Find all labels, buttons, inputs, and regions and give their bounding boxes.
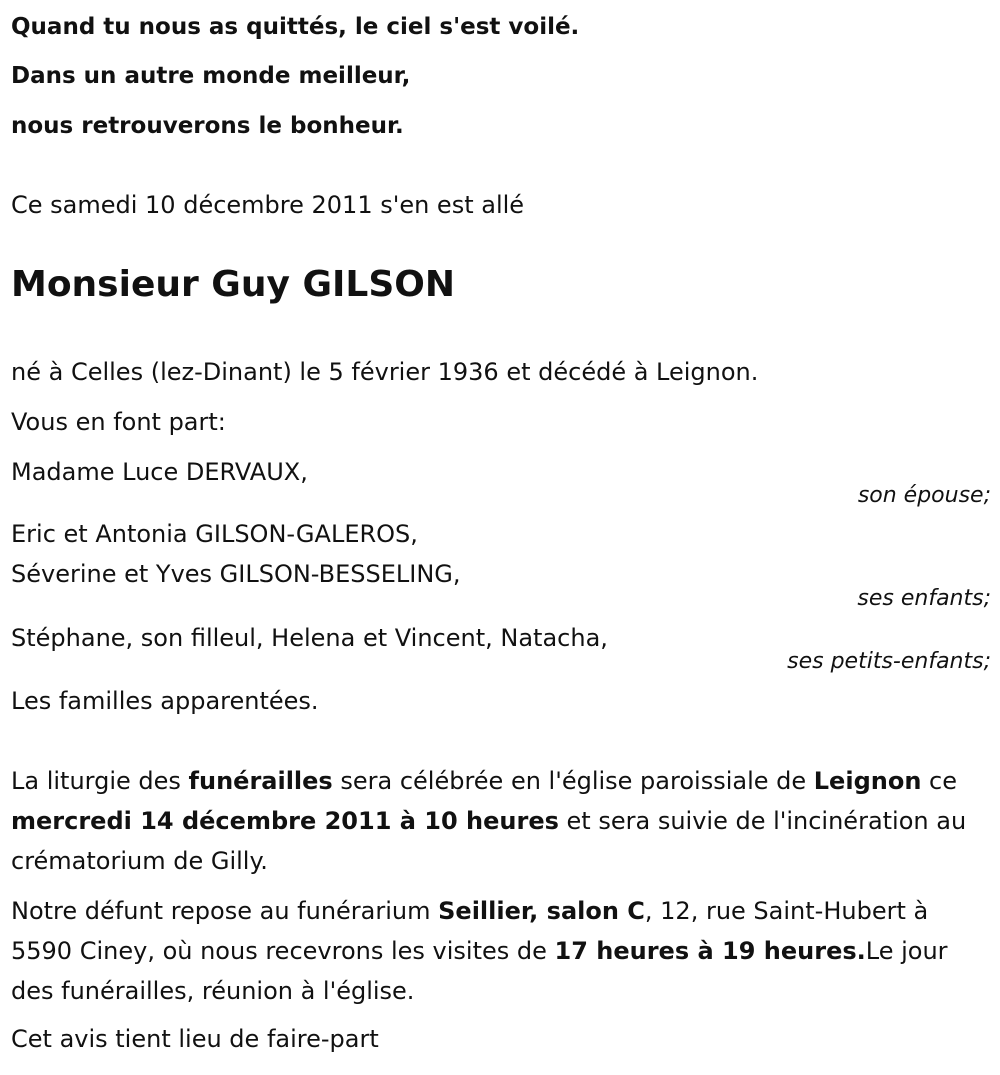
liturgy-paragraph bbox=[11, 761, 991, 881]
repose-paragraph bbox=[11, 891, 991, 1011]
liturgy-text-3: ce bbox=[921, 767, 957, 795]
liturgy-bold-funerals: funérailles bbox=[188, 767, 333, 795]
grandchildren-relation: ses petits-enfants; bbox=[787, 649, 991, 674]
deceased-name: Monsieur Guy GILSON bbox=[11, 264, 456, 305]
intro-text: Ce samedi 10 décembre 2011 s'en est allé bbox=[11, 191, 525, 219]
child-2: Séverine et Yves GILSON-BESSELING, bbox=[11, 560, 461, 588]
announce-text: Vous en font part: bbox=[11, 408, 226, 436]
spouse-name: Madame Luce DERVAUX, bbox=[11, 458, 308, 486]
poem-line-1: Quand tu nous as quittés, le ciel s'est voilé. bbox=[11, 14, 580, 40]
repose-text-3: Le jour des funérailles, réunion à l'église. bbox=[11, 937, 948, 1005]
poem-line-2: Dans un autre monde meilleur, bbox=[11, 63, 411, 89]
birth-death-text: né à Celles (lez-Dinant) le 5 février 1936 et décédé à Leignon. bbox=[11, 358, 759, 386]
repose-bold-funeral-home: Seillier, salon C bbox=[438, 897, 645, 925]
closing-text: Cet avis tient lieu de faire-part bbox=[11, 1025, 379, 1053]
grandchildren: Stéphane, son filleul, Helena et Vincent, Natacha, bbox=[11, 624, 608, 652]
repose-text-1: Notre défunt repose au funérarium bbox=[11, 897, 439, 925]
liturgy-bold-date: mercredi 14 décembre 2011 à 10 heures bbox=[11, 807, 559, 835]
relatives-text: Les familles apparentées. bbox=[11, 687, 319, 715]
spouse-relation: son épouse; bbox=[857, 483, 991, 508]
poem-line-3: nous retrouverons le bonheur. bbox=[11, 113, 404, 139]
children-relation: ses enfants; bbox=[857, 586, 991, 611]
child-1: Eric et Antonia GILSON-GALEROS, bbox=[11, 520, 418, 548]
repose-bold-hours: 17 heures à 19 heures. bbox=[554, 937, 866, 965]
liturgy-text-2: sera célébrée en l'église paroissiale de bbox=[332, 767, 814, 795]
liturgy-text-4: et sera suivie de l'incinération au crématorium de Gilly. bbox=[11, 807, 967, 875]
liturgy-text-1: La liturgie des bbox=[11, 767, 189, 795]
repose-text-2: , 12, rue Saint-Hubert à 5590 Ciney, où nous recevrons les visites de bbox=[11, 897, 929, 965]
liturgy-bold-place: Leignon bbox=[813, 767, 922, 795]
